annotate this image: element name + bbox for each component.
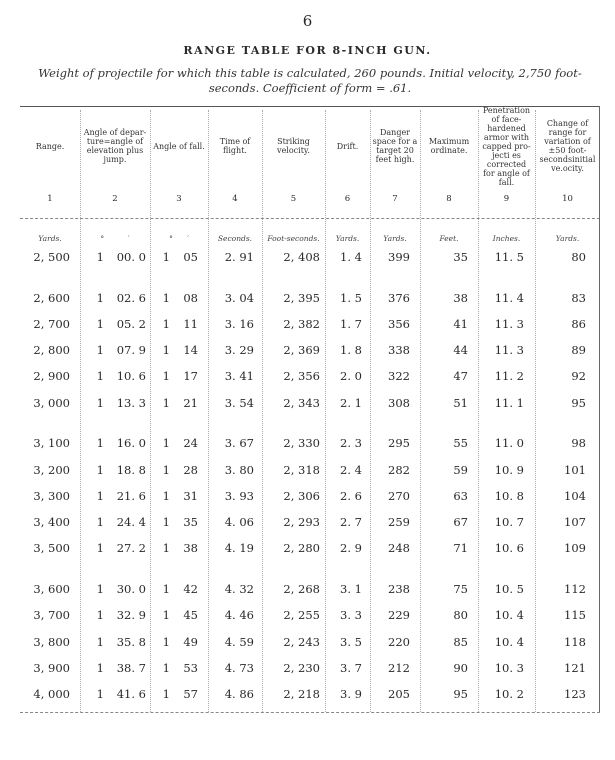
cell-dep-min: 24. 4 (116, 515, 146, 529)
cell-change: 104 (564, 489, 586, 503)
cell-range: 4, 000 (33, 687, 70, 701)
cell-fall-min: 49 (183, 635, 198, 649)
table-row (20, 463, 600, 483)
cell-change: 92 (571, 369, 586, 383)
cell-vel: 2, 218 (283, 687, 320, 701)
cell-penetration: 10. 8 (494, 489, 524, 503)
column-header: Angle of fall. (153, 141, 205, 151)
cell-dep-min: 35. 8 (116, 635, 146, 649)
cell-danger: 322 (388, 369, 410, 383)
cell-dep-deg: 1 (96, 687, 104, 701)
cell-dep-min: 18. 8 (116, 463, 146, 477)
cell-vel: 2, 356 (283, 369, 320, 383)
cell-dep-min: 16. 0 (116, 436, 146, 450)
cell-fall-min: 38 (183, 541, 198, 555)
column-header: Penetration of face-hardened armor with capped pro-jecti es corrected for angle of fall. (482, 105, 531, 187)
cell-fall-deg: 1 (162, 343, 170, 357)
cell-change: 98 (571, 436, 586, 450)
column-unit: Seconds. (217, 234, 253, 243)
table-row (20, 489, 600, 509)
cell-penetration: 11. 0 (494, 436, 524, 450)
column-header: Striking velocity. (277, 137, 310, 155)
column-unit: ° ′ (100, 234, 130, 243)
column-number: 10 (562, 194, 573, 204)
cell-dep-deg: 1 (96, 541, 104, 555)
column-unit: ° ′ (169, 234, 189, 243)
cell-dep-min: 38. 7 (116, 661, 146, 675)
column-number: 8 (446, 194, 452, 204)
cell-dep-min: 02. 6 (116, 291, 146, 305)
cell-time: 4. 59 (224, 635, 254, 649)
cell-vel: 2, 243 (283, 635, 320, 649)
cell-drift: 3. 1 (340, 582, 362, 596)
cell-vel: 2, 330 (283, 436, 320, 450)
column-unit: Inches. (492, 234, 521, 243)
cell-penetration: 10. 3 (494, 661, 524, 675)
cell-dep-deg: 1 (96, 582, 104, 596)
cell-penetration: 11. 2 (494, 369, 524, 383)
cell-range: 3, 300 (33, 489, 70, 503)
cell-vel: 2, 280 (283, 541, 320, 555)
column-header: Danger space for a target 20 feet high. (372, 128, 418, 164)
cell-dep-min: 00. 0 (116, 250, 146, 264)
cell-fall-deg: 1 (162, 515, 170, 529)
cell-range: 3, 200 (33, 463, 70, 477)
cell-range: 2, 500 (33, 250, 70, 264)
cell-drift: 2. 7 (340, 515, 362, 529)
cell-change: 112 (564, 582, 586, 596)
cell-danger: 259 (388, 515, 410, 529)
cell-vel: 2, 318 (283, 463, 320, 477)
column-header: Change of range for variation of ±50 foot-secondsinitial ve.ocity. (539, 119, 596, 173)
cell-dep-deg: 1 (96, 396, 104, 410)
cell-range: 2, 800 (33, 343, 70, 357)
cell-vel: 2, 268 (283, 582, 320, 596)
cell-change: 101 (564, 463, 586, 477)
cell-vel: 2, 369 (283, 343, 320, 357)
cell-change: 80 (571, 250, 586, 264)
cell-dep-min: 07. 9 (116, 343, 146, 357)
column-number: 3 (176, 194, 182, 204)
table-row (20, 582, 600, 602)
cell-change: 83 (571, 291, 586, 305)
cell-penetration: 10. 5 (494, 582, 524, 596)
cell-drift: 3. 7 (340, 661, 362, 675)
cell-fall-min: 08 (183, 291, 198, 305)
cell-ordinate: 38 (453, 291, 468, 305)
cell-dep-deg: 1 (96, 635, 104, 649)
cell-drift: 2. 1 (340, 396, 362, 410)
cell-danger: 238 (388, 582, 410, 596)
cell-fall-min: 17 (183, 369, 198, 383)
cell-dep-min: 41. 6 (116, 687, 146, 701)
cell-range: 2, 900 (33, 369, 70, 383)
column-header: Range. (35, 141, 65, 151)
cell-fall-min: 24 (183, 436, 198, 450)
cell-dep-min: 30. 0 (116, 582, 146, 596)
cell-time: 4. 46 (224, 608, 254, 622)
cell-ordinate: 51 (453, 396, 468, 410)
cell-fall-deg: 1 (162, 582, 170, 596)
cell-fall-min: 14 (183, 343, 198, 357)
cell-danger: 356 (388, 317, 410, 331)
cell-dep-deg: 1 (96, 343, 104, 357)
cell-change: 115 (564, 608, 586, 622)
header-rule (20, 218, 600, 219)
cell-drift: 1. 7 (340, 317, 362, 331)
cell-ordinate: 75 (453, 582, 468, 596)
column-unit: Yards. (555, 234, 580, 243)
cell-dep-deg: 1 (96, 489, 104, 503)
cell-danger: 399 (388, 250, 410, 264)
cell-drift: 2. 6 (340, 489, 362, 503)
cell-danger: 229 (388, 608, 410, 622)
cell-change: 86 (571, 317, 586, 331)
cell-range: 3, 800 (33, 635, 70, 649)
cell-danger: 220 (388, 635, 410, 649)
cell-fall-deg: 1 (162, 541, 170, 555)
cell-time: 3. 93 (224, 489, 254, 503)
cell-change: 121 (564, 661, 586, 675)
cell-penetration: 11. 3 (494, 317, 524, 331)
column-header: Time of flight. (219, 137, 251, 155)
cell-drift: 2. 9 (340, 541, 362, 555)
cell-vel: 2, 255 (283, 608, 320, 622)
table-row (20, 343, 600, 363)
cell-fall-deg: 1 (162, 291, 170, 305)
cell-change: 118 (564, 635, 586, 649)
cell-vel: 2, 408 (283, 250, 320, 264)
table-row (20, 541, 600, 561)
page-number: 6 (302, 12, 313, 30)
cell-range: 3, 000 (33, 396, 70, 410)
cell-fall-deg: 1 (162, 687, 170, 701)
table-row (20, 515, 600, 535)
cell-fall-min: 42 (183, 582, 198, 596)
cell-ordinate: 95 (453, 687, 468, 701)
cell-ordinate: 55 (453, 436, 468, 450)
cell-fall-deg: 1 (162, 369, 170, 383)
cell-fall-min: 53 (183, 661, 198, 675)
cell-vel: 2, 306 (283, 489, 320, 503)
cell-dep-min: 13. 3 (116, 396, 146, 410)
cell-fall-min: 35 (183, 515, 198, 529)
table-row (20, 436, 600, 456)
cell-fall-deg: 1 (162, 436, 170, 450)
cell-danger: 282 (388, 463, 410, 477)
cell-ordinate: 67 (453, 515, 468, 529)
column-unit: Yards. (383, 234, 407, 243)
cell-change: 109 (564, 541, 586, 555)
column-number: 6 (344, 194, 351, 204)
cell-danger: 270 (388, 489, 410, 503)
cell-drift: 1. 5 (340, 291, 362, 305)
cell-ordinate: 47 (453, 369, 468, 383)
cell-time: 3. 16 (224, 317, 254, 331)
cell-fall-deg: 1 (162, 317, 170, 331)
column-number: 4 (232, 194, 238, 204)
column-header: Maximum ordinate. (428, 137, 470, 155)
column-number: 9 (503, 194, 510, 204)
cell-change: 123 (564, 687, 586, 701)
column-header: Angle of depar-ture=angle of elevation plus jump. (83, 128, 147, 164)
cell-dep-min: 21. 6 (116, 489, 146, 503)
table-row (20, 608, 600, 628)
cell-dep-deg: 1 (96, 250, 104, 264)
cell-time: 3. 04 (224, 291, 254, 305)
cell-vel: 2, 293 (283, 515, 320, 529)
cell-penetration: 11. 3 (494, 343, 524, 357)
cell-time: 4. 73 (224, 661, 254, 675)
column-number: 5 (290, 194, 297, 204)
table-subtitle: Weight of projectile for which this table is calculated, 260 pounds. Initial velocity, 2,750 foot-seconds. Coefficient of form = .61. (38, 66, 582, 95)
cell-ordinate: 80 (453, 608, 468, 622)
cell-range: 3, 600 (33, 582, 70, 596)
cell-penetration: 10. 6 (494, 541, 524, 555)
cell-danger: 248 (388, 541, 410, 555)
cell-time: 3. 67 (224, 436, 254, 450)
cell-range: 3, 700 (33, 608, 70, 622)
cell-time: 3. 41 (224, 369, 254, 383)
table-row (20, 396, 600, 416)
cell-range: 3, 900 (33, 661, 70, 675)
cell-fall-deg: 1 (162, 463, 170, 477)
cell-drift: 3. 9 (340, 687, 362, 701)
cell-penetration: 10. 7 (494, 515, 524, 529)
cell-dep-deg: 1 (96, 515, 104, 529)
cell-fall-min: 05 (183, 250, 198, 264)
cell-penetration: 11. 5 (494, 250, 524, 264)
table-row (20, 317, 600, 337)
column-header: Drift. (336, 141, 359, 151)
cell-drift: 3. 5 (340, 635, 362, 649)
cell-change: 89 (571, 343, 586, 357)
cell-fall-min: 21 (183, 396, 198, 410)
cell-ordinate: 44 (453, 343, 468, 357)
table-row (20, 687, 600, 707)
cell-fall-deg: 1 (162, 396, 170, 410)
cell-range: 2, 600 (33, 291, 70, 305)
cell-fall-min: 45 (183, 608, 198, 622)
cell-ordinate: 63 (453, 489, 468, 503)
table-row (20, 369, 600, 389)
cell-ordinate: 59 (453, 463, 468, 477)
cell-dep-deg: 1 (96, 369, 104, 383)
cell-fall-min: 28 (183, 463, 198, 477)
cell-dep-min: 05. 2 (116, 317, 146, 331)
cell-vel: 2, 230 (283, 661, 320, 675)
column-number: 7 (392, 194, 398, 204)
cell-dep-min: 27. 2 (116, 541, 146, 555)
cell-drift: 1. 8 (340, 343, 362, 357)
cell-penetration: 11. 1 (494, 396, 524, 410)
column-number: 1 (47, 194, 53, 204)
cell-penetration: 10. 2 (494, 687, 524, 701)
cell-drift: 3. 3 (340, 608, 362, 622)
column-number: 2 (112, 194, 118, 204)
table-row (20, 250, 600, 270)
cell-time: 4. 32 (224, 582, 254, 596)
cell-ordinate: 85 (453, 635, 468, 649)
cell-fall-min: 11 (183, 317, 198, 331)
cell-danger: 212 (388, 661, 410, 675)
table-row (20, 291, 600, 311)
cell-time: 2. 91 (224, 250, 254, 264)
cell-dep-deg: 1 (96, 317, 104, 331)
cell-ordinate: 41 (453, 317, 468, 331)
cell-drift: 2. 0 (340, 369, 362, 383)
range-table (20, 106, 600, 716)
cell-time: 4. 19 (224, 541, 254, 555)
cell-dep-deg: 1 (96, 608, 104, 622)
cell-dep-deg: 1 (96, 463, 104, 477)
cell-range: 3, 500 (33, 541, 70, 555)
cell-danger: 295 (388, 436, 410, 450)
cell-dep-deg: 1 (96, 436, 104, 450)
page-title: RANGE TABLE FOR 8-INCH GUN. (183, 44, 432, 57)
cell-penetration: 10. 4 (494, 608, 524, 622)
cell-range: 3, 100 (33, 436, 70, 450)
cell-ordinate: 71 (453, 541, 468, 555)
cell-range: 3, 400 (33, 515, 70, 529)
cell-drift: 2. 4 (340, 463, 362, 477)
cell-vel: 2, 343 (283, 396, 320, 410)
cell-drift: 2. 3 (340, 436, 362, 450)
cell-time: 4. 06 (224, 515, 254, 529)
cell-time: 3. 54 (224, 396, 254, 410)
cell-danger: 205 (388, 687, 410, 701)
cell-drift: 1. 4 (340, 250, 362, 264)
cell-time: 4. 86 (224, 687, 254, 701)
cell-penetration: 11. 4 (494, 291, 524, 305)
cell-penetration: 10. 9 (494, 463, 524, 477)
cell-fall-min: 57 (183, 687, 198, 701)
cell-range: 2, 700 (33, 317, 70, 331)
column-unit: Foot-seconds. (267, 234, 320, 243)
cell-dep-deg: 1 (96, 661, 104, 675)
cell-danger: 376 (388, 291, 410, 305)
cell-fall-deg: 1 (162, 635, 170, 649)
column-unit: Yards. (335, 234, 360, 243)
cell-fall-deg: 1 (162, 661, 170, 675)
cell-change: 107 (564, 515, 586, 529)
cell-fall-deg: 1 (162, 250, 170, 264)
cell-dep-deg: 1 (96, 291, 104, 305)
cell-change: 95 (571, 396, 586, 410)
cell-dep-min: 32. 9 (116, 608, 146, 622)
cell-penetration: 10. 4 (494, 635, 524, 649)
cell-fall-deg: 1 (162, 608, 170, 622)
table-bottom-rule (20, 712, 600, 713)
cell-vel: 2, 382 (283, 317, 320, 331)
table-row (20, 635, 600, 655)
cell-fall-deg: 1 (162, 489, 170, 503)
cell-time: 3. 80 (224, 463, 254, 477)
cell-dep-min: 10. 6 (116, 369, 146, 383)
cell-fall-min: 31 (183, 489, 198, 503)
table-row (20, 661, 600, 681)
column-unit: Yards. (38, 234, 62, 243)
cell-ordinate: 90 (453, 661, 468, 675)
cell-vel: 2, 395 (283, 291, 320, 305)
cell-danger: 308 (388, 396, 410, 410)
cell-ordinate: 35 (453, 250, 468, 264)
cell-danger: 338 (388, 343, 410, 357)
cell-time: 3. 29 (224, 343, 254, 357)
column-unit: Feet. (439, 234, 459, 243)
